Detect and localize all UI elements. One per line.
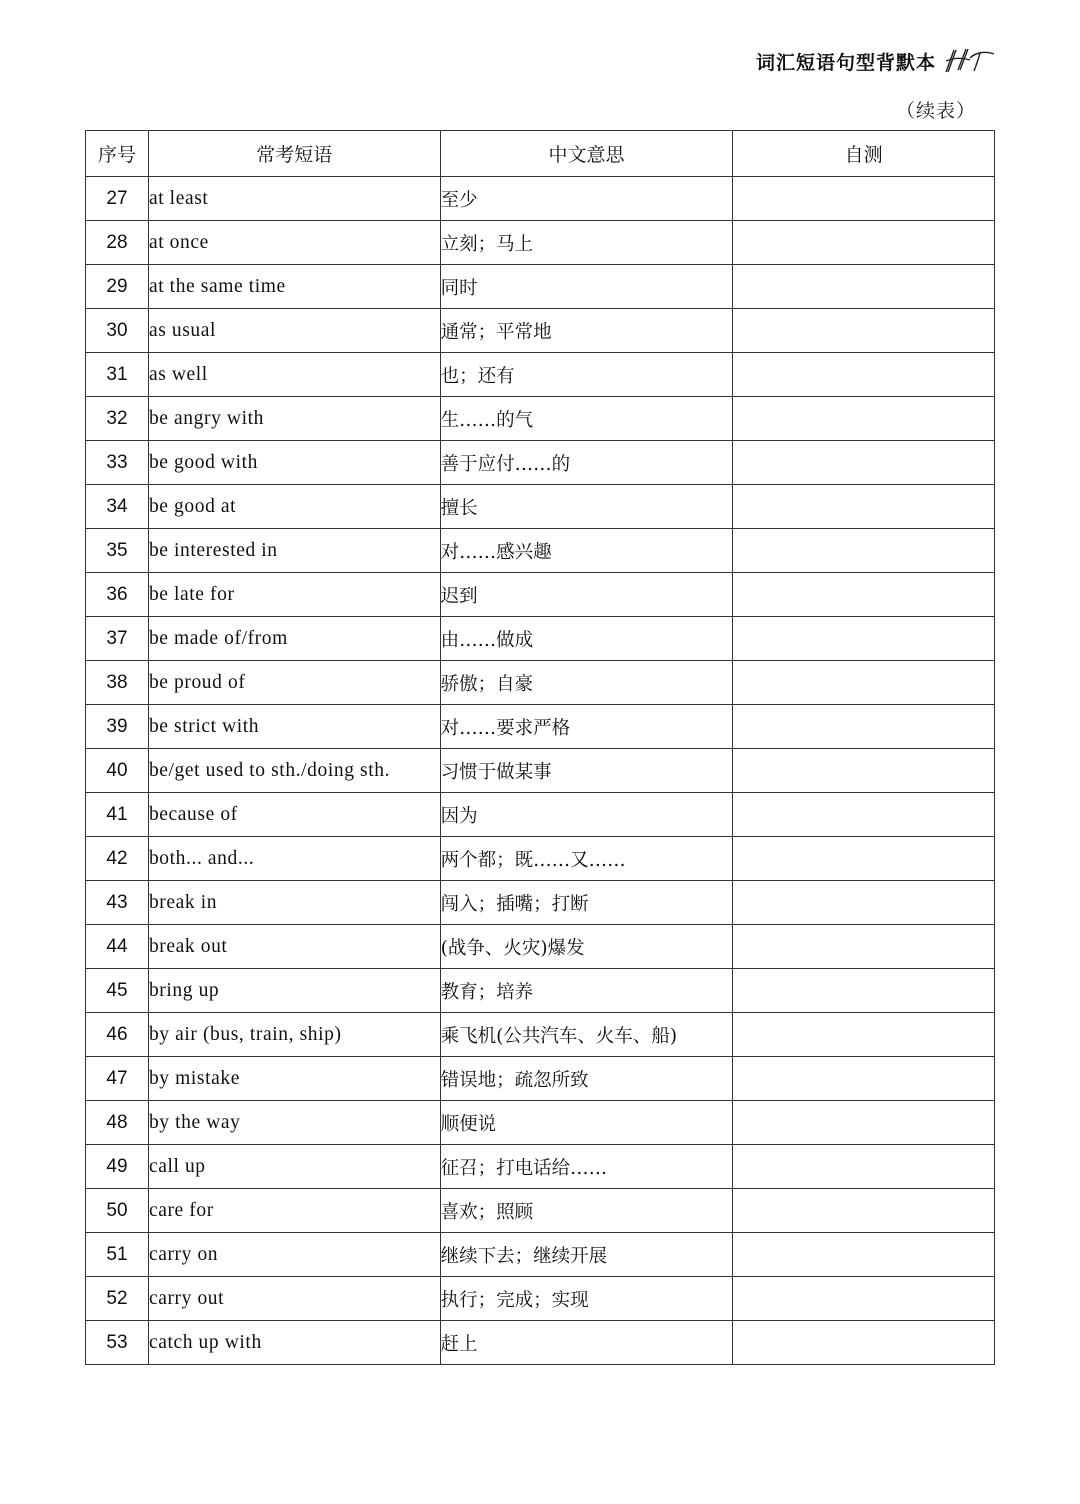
row-number: 34: [86, 485, 149, 529]
ht-logo-icon: [942, 46, 996, 76]
row-meaning: 喜欢；照顾: [440, 1189, 733, 1233]
row-phrase: break out: [148, 925, 440, 969]
row-meaning: 骄傲；自豪: [440, 661, 733, 705]
row-meaning: 闯入；插嘴；打断: [440, 881, 733, 925]
row-self-test-cell[interactable]: [733, 441, 995, 485]
row-meaning: (战争、火灾)爆发: [440, 925, 733, 969]
row-number: 42: [86, 837, 149, 881]
row-phrase: be proud of: [148, 661, 440, 705]
row-phrase: by the way: [148, 1101, 440, 1145]
row-number: 29: [86, 265, 149, 309]
table-row: [86, 529, 995, 573]
row-self-test-cell[interactable]: [733, 573, 995, 617]
row-self-test-cell[interactable]: [733, 837, 995, 881]
row-number: 38: [86, 661, 149, 705]
row-meaning: 教育；培养: [440, 969, 733, 1013]
table-row: [86, 969, 995, 1013]
header-meaning: 中文意思: [440, 131, 733, 177]
row-number: 41: [86, 793, 149, 837]
table-row: [86, 177, 995, 221]
row-self-test-cell[interactable]: [733, 1189, 995, 1233]
row-number: 45: [86, 969, 149, 1013]
table-row: [86, 1013, 995, 1057]
row-number: 46: [86, 1013, 149, 1057]
row-self-test-cell[interactable]: [733, 749, 995, 793]
row-phrase: be good with: [148, 441, 440, 485]
table-row: [86, 353, 995, 397]
row-self-test-cell[interactable]: [733, 969, 995, 1013]
row-phrase: by air (bus, train, ship): [148, 1013, 440, 1057]
row-phrase: catch up with: [148, 1321, 440, 1365]
row-phrase: as usual: [148, 309, 440, 353]
table-row: [86, 441, 995, 485]
row-number: 28: [86, 221, 149, 265]
row-self-test-cell[interactable]: [733, 1057, 995, 1101]
table-row: [86, 617, 995, 661]
row-number: 33: [86, 441, 149, 485]
row-number: 40: [86, 749, 149, 793]
row-phrase: at once: [148, 221, 440, 265]
row-self-test-cell[interactable]: [733, 309, 995, 353]
row-meaning: 至少: [440, 177, 733, 221]
row-phrase: carry on: [148, 1233, 440, 1277]
table-row: [86, 1101, 995, 1145]
row-phrase: at least: [148, 177, 440, 221]
table-row: [86, 1189, 995, 1233]
row-phrase: be good at: [148, 485, 440, 529]
row-self-test-cell[interactable]: [733, 485, 995, 529]
row-phrase: break in: [148, 881, 440, 925]
row-phrase: at the same time: [148, 265, 440, 309]
row-self-test-cell[interactable]: [733, 1101, 995, 1145]
table-row: [86, 793, 995, 837]
row-meaning: 因为: [440, 793, 733, 837]
table-row: [86, 705, 995, 749]
page-header: [756, 46, 996, 76]
row-phrase: care for: [148, 1189, 440, 1233]
vocabulary-table: [85, 130, 995, 1365]
row-self-test-cell[interactable]: [733, 1277, 995, 1321]
row-phrase: be interested in: [148, 529, 440, 573]
row-meaning: 由……做成: [440, 617, 733, 661]
table-row: [86, 221, 995, 265]
table-row: [86, 309, 995, 353]
row-meaning: 立刻；马上: [440, 221, 733, 265]
row-meaning: 也；还有: [440, 353, 733, 397]
row-number: 53: [86, 1321, 149, 1365]
row-number: 30: [86, 309, 149, 353]
row-self-test-cell[interactable]: [733, 925, 995, 969]
table-row: [86, 661, 995, 705]
row-meaning: 对……感兴趣: [440, 529, 733, 573]
row-self-test-cell[interactable]: [733, 705, 995, 749]
row-meaning: 同时: [440, 265, 733, 309]
table-row: [86, 749, 995, 793]
row-number: 51: [86, 1233, 149, 1277]
row-number: 48: [86, 1101, 149, 1145]
row-meaning: 习惯于做某事: [440, 749, 733, 793]
table-row: [86, 485, 995, 529]
row-phrase: call up: [148, 1145, 440, 1189]
row-number: 44: [86, 925, 149, 969]
table-row: [86, 881, 995, 925]
row-number: 47: [86, 1057, 149, 1101]
table-row: [86, 925, 995, 969]
row-self-test-cell[interactable]: [733, 397, 995, 441]
row-number: 27: [86, 177, 149, 221]
table-row: [86, 1057, 995, 1101]
table-row: [86, 397, 995, 441]
row-number: 36: [86, 573, 149, 617]
row-number: 43: [86, 881, 149, 925]
row-meaning: 征召；打电话给……: [440, 1145, 733, 1189]
row-self-test-cell[interactable]: [733, 617, 995, 661]
row-phrase: carry out: [148, 1277, 440, 1321]
table-row: [86, 837, 995, 881]
row-meaning: 顺便说: [440, 1101, 733, 1145]
row-number: 52: [86, 1277, 149, 1321]
row-number: 37: [86, 617, 149, 661]
row-meaning: 对……要求严格: [440, 705, 733, 749]
table-row: [86, 1145, 995, 1189]
row-phrase: be late for: [148, 573, 440, 617]
row-self-test-cell[interactable]: [733, 1321, 995, 1365]
row-phrase: both... and...: [148, 837, 440, 881]
row-phrase: by mistake: [148, 1057, 440, 1101]
row-self-test-cell[interactable]: [733, 793, 995, 837]
row-meaning: 乘飞机(公共汽车、火车、船): [440, 1013, 733, 1057]
table-row: [86, 573, 995, 617]
row-number: 32: [86, 397, 149, 441]
row-phrase: be made of/from: [148, 617, 440, 661]
row-meaning: 通常；平常地: [440, 309, 733, 353]
row-self-test-cell[interactable]: [733, 881, 995, 925]
row-self-test-cell[interactable]: [733, 1013, 995, 1057]
row-number: 50: [86, 1189, 149, 1233]
table-row: [86, 1277, 995, 1321]
row-phrase: be angry with: [148, 397, 440, 441]
row-self-test-cell[interactable]: [733, 221, 995, 265]
row-meaning: 生……的气: [440, 397, 733, 441]
row-self-test-cell[interactable]: [733, 353, 995, 397]
row-phrase: be/get used to sth./doing sth.: [148, 749, 440, 793]
continued-label: （续表）: [895, 100, 976, 122]
row-self-test-cell[interactable]: [733, 177, 995, 221]
row-number: 31: [86, 353, 149, 397]
row-self-test-cell[interactable]: [733, 265, 995, 309]
row-number: 49: [86, 1145, 149, 1189]
row-meaning: 两个都；既……又……: [440, 837, 733, 881]
page-title: 词汇短语句型背默本: [755, 51, 936, 74]
row-meaning: 擅长: [440, 485, 733, 529]
row-self-test-cell[interactable]: [733, 1233, 995, 1277]
table-row: [86, 1233, 995, 1277]
row-number: 35: [86, 529, 149, 573]
row-number: 39: [86, 705, 149, 749]
row-meaning: 赶上: [440, 1321, 733, 1365]
row-self-test-cell[interactable]: [733, 661, 995, 705]
row-phrase: be strict with: [148, 705, 440, 749]
table-header-row: [86, 131, 995, 177]
row-meaning: 错误地；疏忽所致: [440, 1057, 733, 1101]
table-row: [86, 265, 995, 309]
row-meaning: 迟到: [440, 573, 733, 617]
row-phrase: because of: [148, 793, 440, 837]
row-phrase: as well: [148, 353, 440, 397]
row-phrase: bring up: [148, 969, 440, 1013]
header-self-test: 自测: [733, 131, 995, 177]
row-meaning: 执行；完成；实现: [440, 1277, 733, 1321]
row-self-test-cell[interactable]: [733, 529, 995, 573]
table-row: [86, 1321, 995, 1365]
row-meaning: 善于应付……的: [440, 441, 733, 485]
header-no: 序号: [86, 131, 149, 177]
row-meaning: 继续下去；继续开展: [440, 1233, 733, 1277]
header-phrase: 常考短语: [148, 131, 440, 177]
row-self-test-cell[interactable]: [733, 1145, 995, 1189]
